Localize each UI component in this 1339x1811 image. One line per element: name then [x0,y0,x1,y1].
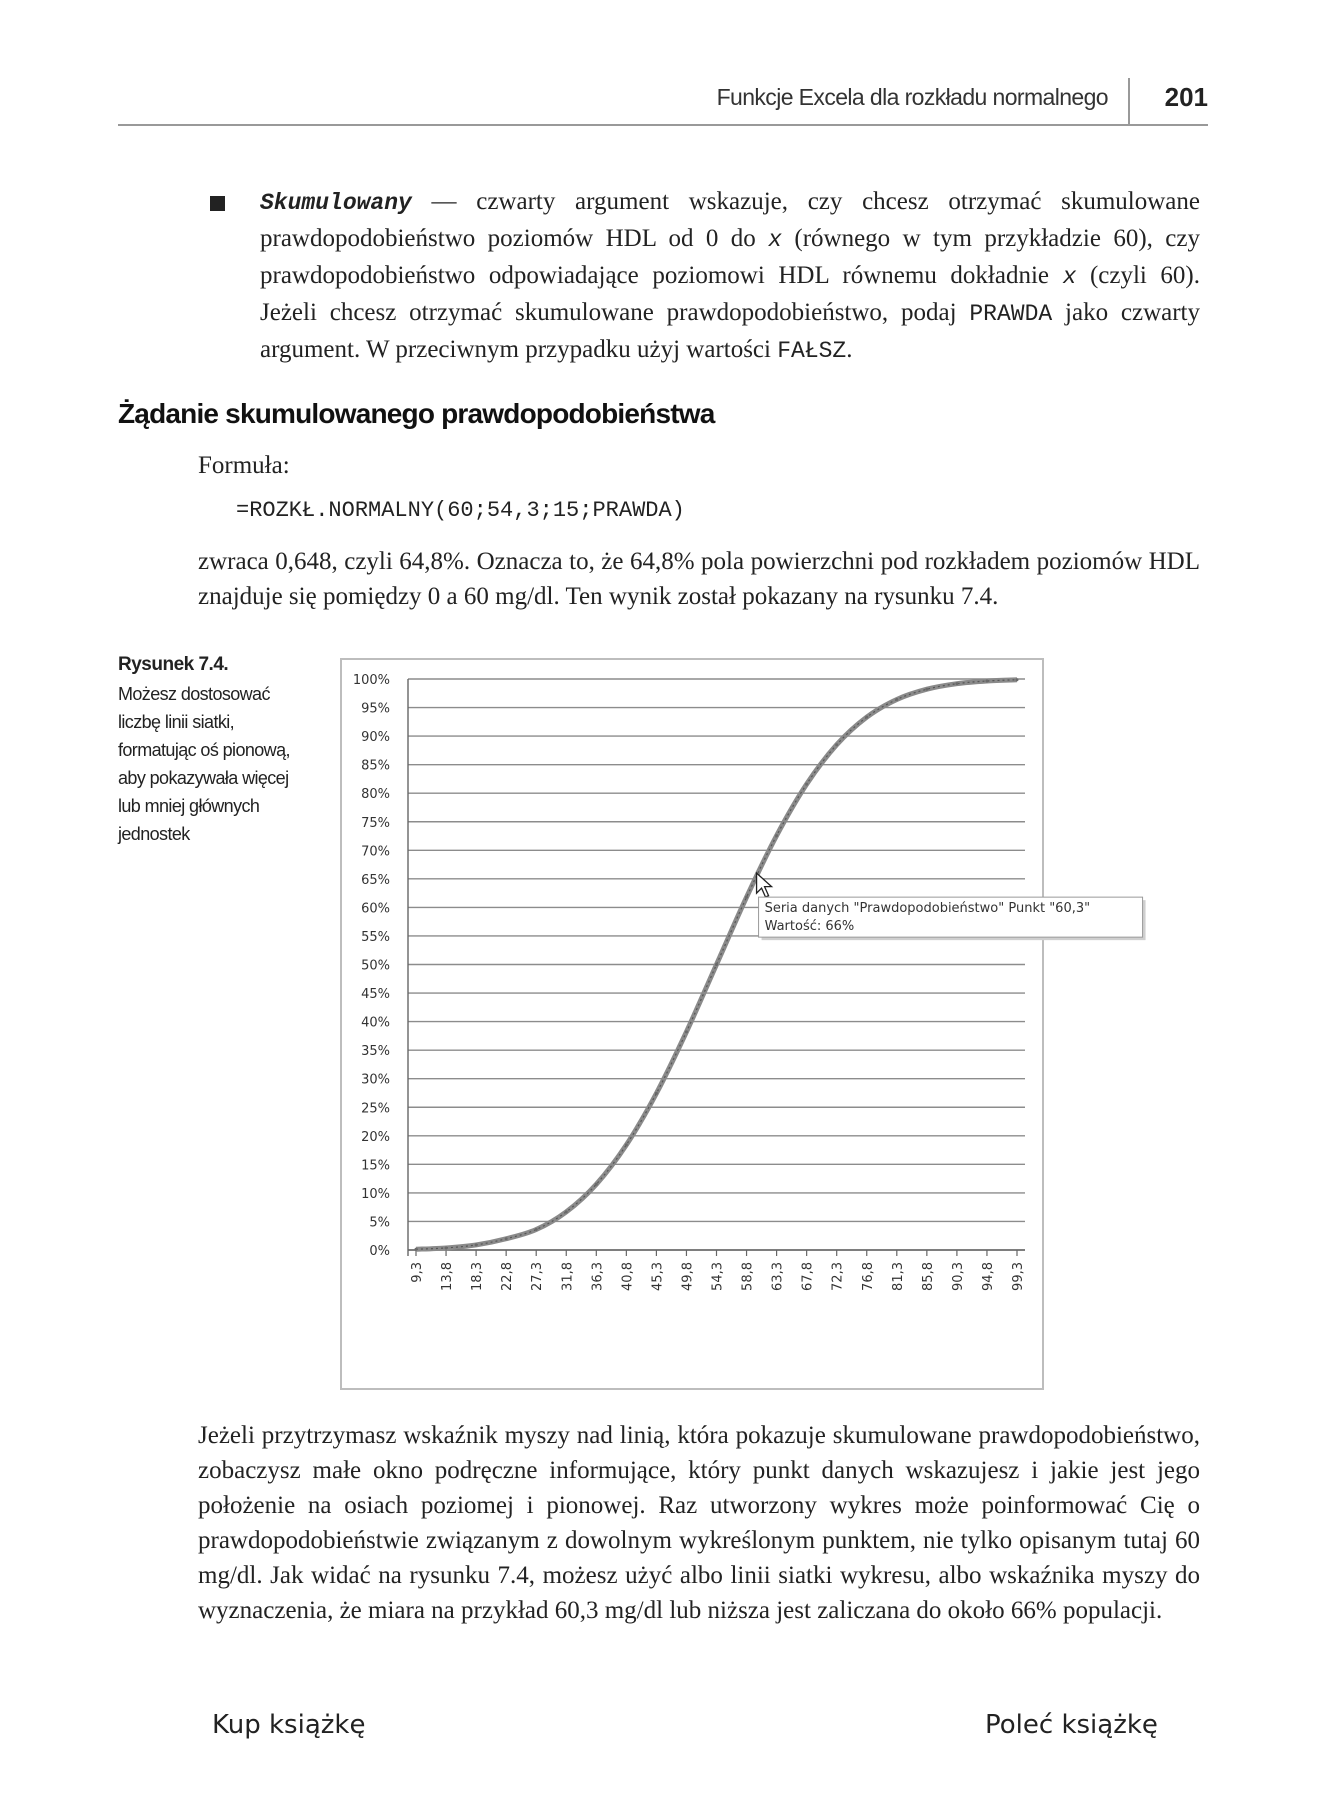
data-point [805,783,808,786]
body-paragraph: Jeżeli przytrzymasz wskaźnik myszy nad linią, która pokazuje skumulowane prawdopodobieństwo, zobaczysz małe okno podręczne informujące, który punkt danych wskazujesz i jakie jest jego położenie na osiach poziomej i pionowej. Raz utworzony wykres może poinformować Cię o prawdopodobieństwie związanym z dowolnym wykreślonym punktem, nie tylko opisanym tutaj 60 mg/dl. Jak widać na rysunku 7.4, możesz użyć albo linii siatki wykresu, albo wskaźnika myszy do wyznaczenia, że miara na przykład 60,3 mg/dl lub niższa jest zaliczana do około 66% populacji. [198,1422,1200,1624]
data-point [535,1228,538,1231]
y-tick-label: 5% [369,1215,390,1231]
y-tick-label: 25% [361,1101,390,1117]
bullet-x-1: x [768,227,782,253]
caption-title: Rysunek 7.4. [118,654,229,675]
bullet-code-false: FAŁSZ [777,338,847,364]
data-point [1016,678,1019,681]
y-tick-label: 90% [361,730,390,746]
x-tick-label: 22,8 [500,1262,516,1291]
y-tick-label: 60% [361,901,390,917]
running-title: Funkcje Excela dla rozkładu normalnego [716,84,1108,110]
x-tick-label: 76,8 [860,1262,876,1291]
result-paragraph: zwraca 0,648, czyli 64,8%. Oznacza to, że 64,8% pola powierzchni pod rozkładem poziomów HDL znajduje się pomiędzy 0 a 60 mg/dl. Ten wynik został pokazany na rysunku 7.4. [198,548,1200,610]
y-tick-label: 80% [361,787,390,803]
y-tick-label: 85% [361,758,390,774]
x-tick-label: 99,3 [1011,1262,1026,1291]
x-tick-label: 58,8 [740,1262,756,1291]
header-divider [1128,78,1130,124]
y-tick-label: 0% [369,1244,390,1259]
x-tick-label: 40,8 [620,1262,636,1291]
bullet-text [260,184,1200,369]
x-tick-label: 36,3 [590,1262,606,1291]
x-tick-label: 81,3 [890,1262,906,1291]
y-tick-label: 55% [361,929,390,945]
x-tick-label: 63,3 [770,1262,786,1291]
x-tick-label: 18,3 [470,1262,486,1291]
bullet-text-3: (czyli 60). Jeżeli chcesz otrzymać skumulowane prawdopodobieństwo, podaj [260,262,1201,326]
data-point [775,834,778,837]
x-tick-label: 85,8 [920,1262,936,1291]
y-tick-label: 65% [361,872,390,888]
formula-code: =ROZKŁ.NORMALNY(60;54,3;15;PRAWDA) [236,498,685,523]
x-tick-label: 72,3 [830,1262,846,1291]
data-point [685,1030,688,1033]
bullet-code-true: PRAWDA [969,301,1053,327]
running-header [118,78,1208,126]
x-tick-label: 27,3 [530,1262,546,1291]
data-point [445,1246,448,1249]
data-point [955,682,958,685]
data-point [625,1143,628,1146]
bullet-text-5: . [846,336,853,363]
y-tick-label: 100% [352,673,390,688]
data-point [925,688,928,691]
bullet-text-1: — czwarty argument wskazuje, czy chcesz otrzymać skumulowane prawdopodobieństwo poziomów HDL od 0 do [260,188,1200,252]
data-point [565,1210,568,1213]
tooltip-value-text: Wartość: 66% [764,919,855,935]
recommend-book-link[interactable]: Poleć książkę [985,1710,1158,1740]
data-point [835,743,838,746]
y-tick-label: 45% [361,987,390,1003]
y-tick-label: 15% [361,1158,390,1174]
formula-label: Formuła: [198,452,290,479]
page-number: 201 [1164,82,1208,112]
x-tick-label: 13,8 [440,1262,456,1291]
figure-caption [118,654,308,848]
x-tick-label: 31,8 [560,1262,576,1291]
x-tick-label: 45,3 [650,1262,666,1291]
x-tick-label: 94,8 [980,1262,996,1291]
caption-text: Możesz dostosować liczbę linii siatki, formatując oś pionową, aby pokazywała więcej lub mniej głównych jednostek [118,684,290,844]
x-tick-label: 9,3 [410,1262,425,1283]
y-tick-label: 10% [361,1186,390,1202]
x-tick-label: 54,3 [710,1262,726,1291]
data-point [985,679,988,682]
data-point [475,1243,478,1246]
x-tick-label: 90,3 [950,1262,966,1291]
data-point [715,963,718,966]
data-point [505,1237,508,1240]
data-point [595,1183,598,1186]
tooltip-series-text: Seria danych "Prawdopodobieństwo" Punkt "60,3" [764,901,1091,917]
y-tick-label: 95% [361,701,390,717]
cumulative-probability-chart[interactable] [342,660,1091,1388]
x-tick-label: 49,8 [680,1262,696,1291]
bullet-term: Skumulowany [260,190,412,216]
y-tick-label: 40% [361,1015,390,1031]
section-heading: Żądanie skumulowanego prawdopodobieństwa [118,398,715,429]
bullet-x-2: x [1062,264,1077,290]
y-tick-label: 35% [361,1044,390,1060]
y-tick-label: 70% [361,844,390,860]
data-point [655,1092,658,1095]
x-tick-label: 67,8 [800,1262,816,1291]
y-tick-label: 30% [361,1072,390,1088]
y-tick-label: 75% [361,815,390,831]
bullet-marker [210,196,225,211]
y-tick-label: 20% [361,1129,390,1145]
mouse-cursor-icon [757,873,772,897]
data-point [415,1248,418,1251]
data-point [745,896,748,899]
data-point [865,716,868,719]
bullet-text-2: (równego w tym przykładzie 60), czy prawdopodobieństwo odpowiadające poziomowi HDL równemu dokładnie [260,225,1200,289]
chart-frame [340,658,1091,1390]
data-point [895,698,898,701]
buy-book-link[interactable]: Kup książkę [212,1710,366,1740]
bullet-text-4: jako czwarty argument. W przeciwnym przypadku użyj wartości [260,299,1201,363]
y-tick-label: 50% [361,958,390,974]
